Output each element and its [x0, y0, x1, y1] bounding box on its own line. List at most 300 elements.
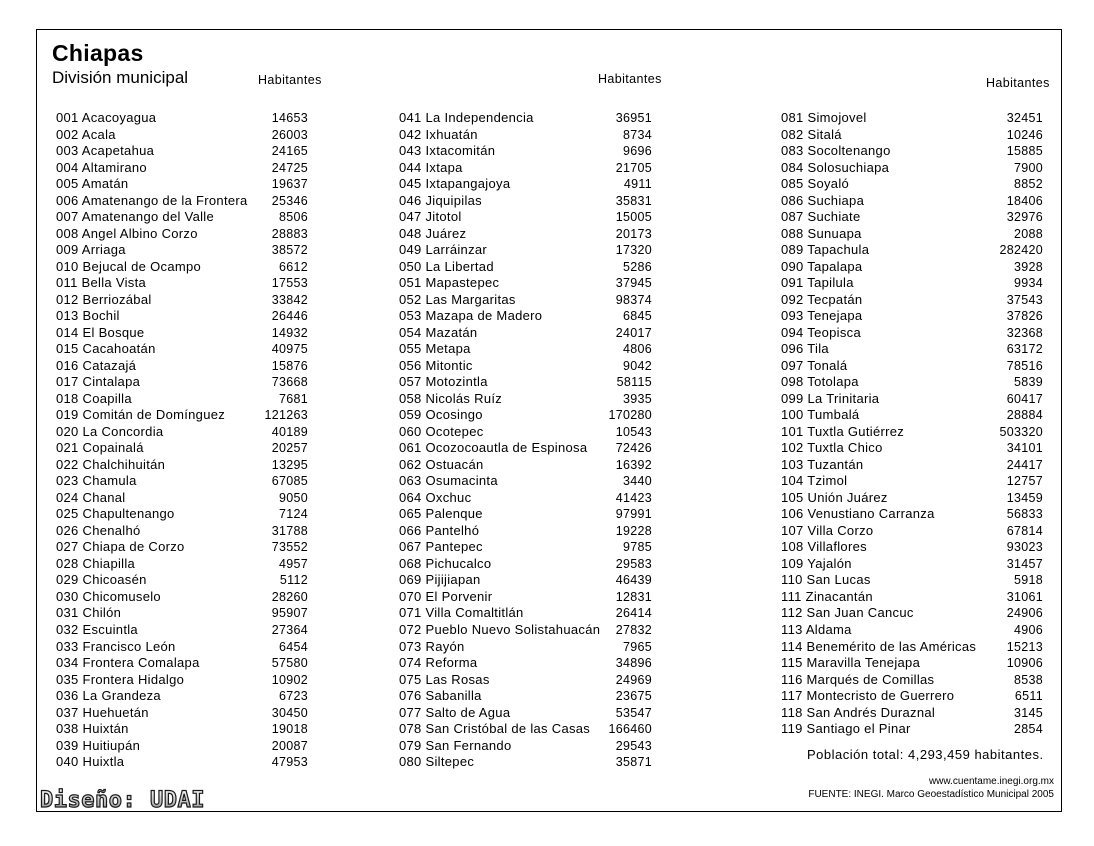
municipality-row [56, 655, 308, 672]
municipality-population: 37945 [615, 276, 652, 291]
municipality-name: 045 Ixtapangajoya [399, 176, 511, 192]
municipality-name: 115 Maravilla Tenejapa [781, 655, 921, 671]
page-title: Chiapas [52, 40, 144, 66]
municipality-population: 27364 [271, 622, 308, 637]
municipality-name: 015 Cacahoatán [56, 341, 156, 357]
municipality-population: 4806 [622, 342, 652, 357]
municipality-row [56, 473, 308, 490]
municipality-row [56, 209, 308, 226]
municipality-population: 36951 [615, 111, 652, 125]
municipality-population: 4911 [623, 177, 652, 192]
municipality-row [399, 127, 652, 144]
municipality-population: 6612 [278, 259, 308, 274]
municipality-row [399, 639, 652, 656]
municipality-population: 166460 [608, 722, 652, 737]
municipality-name: 078 San Cristóbal de las Casas [399, 721, 591, 737]
municipality-row [56, 160, 308, 177]
municipality-name: 030 Chicomuselo [56, 588, 161, 604]
municipality-row [399, 572, 652, 589]
municipality-name: 023 Chamula [56, 473, 137, 489]
municipality-population: 14932 [271, 325, 308, 340]
municipality-name: 040 Huixtla [56, 754, 125, 770]
municipality-row [399, 193, 652, 210]
municipality-name: 114 Benemérito de las Américas [781, 638, 977, 654]
municipality-name: 092 Tecpatán [781, 291, 863, 307]
municipality-row [399, 721, 652, 738]
municipality-row [399, 407, 652, 424]
municipality-population: 121263 [264, 408, 308, 423]
municipality-row [56, 721, 308, 738]
municipality-population: 78516 [1006, 358, 1043, 373]
municipality-column-1 [56, 110, 308, 771]
municipality-population: 27832 [615, 622, 652, 637]
municipality-population: 6454 [278, 639, 308, 654]
municipality-name: 086 Suchiapa [781, 192, 865, 208]
municipality-name: 047 Jitotol [399, 209, 462, 225]
municipality-row [56, 622, 308, 639]
municipality-population: 32976 [1006, 210, 1043, 225]
municipality-row [781, 275, 1043, 292]
municipality-population: 23675 [615, 689, 652, 704]
municipality-name: 072 Pueblo Nuevo Solistahuacán [399, 621, 601, 637]
municipality-row [56, 242, 308, 259]
municipality-row [781, 556, 1043, 573]
municipality-row [56, 391, 308, 408]
municipality-row [56, 110, 308, 127]
municipality-population: 5286 [622, 259, 652, 274]
municipality-population: 24906 [1006, 606, 1043, 621]
municipality-name: 075 Las Rosas [399, 671, 490, 687]
municipality-row [56, 127, 308, 144]
municipality-name: 025 Chapultenango [56, 506, 175, 522]
municipality-row [781, 193, 1043, 210]
municipality-name: 041 La Independencia [399, 110, 534, 125]
municipality-row [781, 143, 1043, 160]
municipality-row [399, 391, 652, 408]
municipality-name: 071 Villa Comaltitlán [399, 605, 524, 621]
municipality-population: 34101 [1006, 441, 1043, 456]
municipality-row [781, 589, 1043, 606]
municipality-population: 9696 [622, 144, 652, 159]
municipality-row [399, 143, 652, 160]
municipality-name: 004 Altamirano [56, 159, 147, 175]
municipality-name: 008 Angel Albino Corzo [56, 225, 198, 241]
municipality-population: 47953 [271, 755, 308, 770]
municipality-name: 087 Suchiate [781, 209, 861, 225]
municipality-population: 20173 [615, 226, 652, 241]
municipality-name: 088 Sunuapa [781, 225, 862, 241]
municipality-row [781, 209, 1043, 226]
municipality-name: 052 Las Margaritas [399, 291, 516, 307]
municipality-name: 022 Chalchihuitán [56, 456, 166, 472]
municipality-row [399, 374, 652, 391]
municipality-row [399, 688, 652, 705]
municipality-row [399, 259, 652, 276]
municipality-name: 061 Ocozocoautla de Espinosa [399, 440, 588, 456]
municipality-name: 062 Ostuacán [399, 456, 484, 472]
municipality-column-2 [399, 110, 652, 771]
municipality-population: 17320 [615, 243, 652, 258]
municipality-row [781, 242, 1043, 259]
municipality-population: 2088 [1013, 226, 1043, 241]
municipality-row [56, 572, 308, 589]
municipality-row [56, 754, 308, 771]
municipality-name: 068 Pichucalco [399, 555, 492, 571]
municipality-name: 060 Ocotepec [399, 423, 484, 439]
municipality-row [56, 292, 308, 309]
municipality-name: 064 Oxchuc [399, 489, 472, 505]
municipality-population: 9934 [1013, 276, 1043, 291]
municipality-population: 28883 [271, 226, 308, 241]
municipality-population: 6723 [278, 689, 308, 704]
municipality-row [781, 160, 1043, 177]
municipality-row [781, 391, 1043, 408]
municipality-name: 079 San Fernando [399, 737, 512, 753]
municipality-name: 081 Simojovel [781, 110, 867, 125]
municipality-name: 003 Acapetahua [56, 143, 155, 159]
municipality-row [399, 738, 652, 755]
municipality-population: 14653 [271, 111, 308, 125]
municipality-name: 001 Acacoyagua [56, 110, 157, 125]
municipality-name: 116 Marqués de Comillas [781, 671, 935, 687]
municipality-population: 3928 [1013, 259, 1043, 274]
municipality-row [781, 292, 1043, 309]
municipality-population: 24969 [615, 672, 652, 687]
municipality-name: 002 Acala [56, 126, 116, 142]
municipality-population: 31061 [1006, 589, 1043, 604]
municipality-name: 016 Catazajá [56, 357, 137, 373]
municipality-name: 006 Amatenango de la Frontera [56, 192, 248, 208]
municipality-name: 049 Larráinzar [399, 242, 488, 258]
municipality-row [781, 457, 1043, 474]
municipality-name: 005 Amatán [56, 176, 129, 192]
municipality-row [399, 209, 652, 226]
municipality-population: 58115 [616, 375, 652, 390]
municipality-row [56, 325, 308, 342]
municipality-population: 10246 [1006, 127, 1043, 142]
municipality-population: 8852 [1013, 177, 1043, 192]
municipality-row [56, 440, 308, 457]
municipality-row [781, 127, 1043, 144]
page-subtitle: División municipal [52, 68, 189, 87]
municipality-row [399, 539, 652, 556]
municipality-row [56, 275, 308, 292]
municipality-name: 046 Jiquipilas [399, 192, 482, 208]
municipality-population: 40975 [271, 342, 308, 357]
municipality-name: 021 Copainalá [56, 440, 144, 456]
municipality-population: 10906 [1006, 656, 1043, 671]
municipality-name: 058 Nicolás Ruíz [399, 390, 503, 406]
municipality-row [56, 424, 308, 441]
municipality-population: 15885 [1006, 144, 1043, 159]
municipality-row [56, 639, 308, 656]
municipality-name: 067 Pantepec [399, 539, 483, 555]
municipality-population: 33842 [271, 292, 308, 307]
municipality-name: 074 Reforma [399, 655, 478, 671]
municipality-name: 094 Teopisca [781, 324, 861, 340]
logo-text: Diseño: UDAI [40, 788, 205, 813]
municipality-name: 055 Metapa [399, 341, 471, 357]
municipality-population: 6845 [622, 309, 652, 324]
municipality-row [781, 672, 1043, 689]
municipality-name: 085 Soyaló [781, 176, 850, 192]
design-logo [38, 784, 238, 814]
municipality-row [399, 605, 652, 622]
municipality-row [56, 341, 308, 358]
municipality-row [56, 539, 308, 556]
municipality-name: 093 Tenejapa [781, 308, 863, 324]
municipality-name: 082 Sitalá [781, 126, 842, 142]
municipality-row [399, 292, 652, 309]
municipality-population: 72426 [615, 441, 652, 456]
municipality-population: 17553 [271, 276, 308, 291]
municipality-population: 5839 [1013, 375, 1043, 390]
municipality-population: 16392 [615, 457, 652, 472]
municipality-row [56, 738, 308, 755]
municipality-name: 101 Tuxtla Gutiérrez [781, 423, 905, 439]
municipality-row [781, 721, 1043, 738]
municipality-row [56, 407, 308, 424]
municipality-name: 029 Chicoasén [56, 572, 147, 588]
municipality-row [56, 506, 308, 523]
municipality-population: 18406 [1006, 193, 1043, 208]
municipality-population: 12757 [1006, 474, 1043, 489]
municipality-name: 103 Tuzantán [781, 456, 864, 472]
municipality-row [56, 259, 308, 276]
municipality-row [56, 176, 308, 193]
municipality-row [781, 341, 1043, 358]
municipality-name: 099 La Trinitaria [781, 390, 880, 406]
municipality-name: 026 Chenalhó [56, 522, 141, 538]
municipality-row [399, 506, 652, 523]
municipality-name: 109 Yajalón [781, 555, 852, 571]
municipality-population: 63172 [1006, 342, 1043, 357]
municipality-name: 056 Mitontic [399, 357, 473, 373]
municipality-name: 108 Villaflores [781, 539, 867, 555]
municipality-row [399, 226, 652, 243]
municipality-name: 100 Tumbalá [781, 407, 860, 423]
municipality-population: 5918 [1013, 573, 1043, 588]
municipality-population: 20257 [271, 441, 308, 456]
municipality-population: 35831 [615, 193, 652, 208]
municipality-row [56, 523, 308, 540]
municipality-population: 8734 [622, 127, 652, 142]
municipality-population: 26003 [271, 127, 308, 142]
municipality-population: 26446 [271, 309, 308, 324]
municipality-name: 118 San Andrés Duraznal [781, 704, 936, 720]
municipality-row [399, 523, 652, 540]
municipality-population: 29543 [615, 738, 652, 753]
municipality-population: 19228 [615, 523, 652, 538]
municipality-population: 57580 [271, 656, 308, 671]
municipality-row [56, 490, 308, 507]
municipality-name: 043 Ixtacomitán [399, 143, 496, 159]
municipality-population: 35871 [615, 755, 652, 770]
municipality-population: 7124 [278, 507, 308, 522]
source-url: www.cuentame.inegi.org.mx [928, 776, 1054, 787]
municipality-population: 95907 [271, 606, 308, 621]
municipality-name: 036 La Grandeza [56, 688, 161, 704]
municipality-name: 053 Mazapa de Madero [399, 308, 543, 324]
municipality-row [56, 193, 308, 210]
municipality-row [399, 176, 652, 193]
municipality-population: 32368 [1006, 325, 1043, 340]
municipality-population: 8538 [1013, 672, 1043, 687]
municipality-population: 32451 [1006, 111, 1043, 125]
municipality-name: 013 Bochil [56, 308, 120, 324]
municipality-name: 102 Tuxtla Chico [781, 440, 883, 456]
municipality-population: 282420 [999, 243, 1043, 258]
municipality-name: 042 Ixhuatán [399, 126, 478, 142]
municipality-row [781, 572, 1043, 589]
municipality-row [781, 259, 1043, 276]
column-header-3: Habitantes [986, 76, 1050, 90]
municipality-row [56, 672, 308, 689]
municipality-population: 53547 [615, 705, 652, 720]
municipality-row [399, 308, 652, 325]
municipality-row [399, 275, 652, 292]
municipality-row [56, 374, 308, 391]
municipality-name: 018 Coapilla [56, 390, 132, 406]
municipality-population: 30450 [271, 705, 308, 720]
municipality-population: 31788 [271, 523, 308, 538]
municipality-row [781, 506, 1043, 523]
municipality-name: 069 Pijijiapan [399, 572, 481, 588]
municipality-population: 31457 [1006, 556, 1043, 571]
municipality-row [56, 688, 308, 705]
municipality-population: 37826 [1006, 309, 1043, 324]
municipality-row [781, 622, 1043, 639]
municipality-row [781, 639, 1043, 656]
municipality-name: 035 Frontera Hidalgo [56, 671, 185, 687]
municipality-row [781, 688, 1043, 705]
municipality-name: 059 Ocosingo [399, 407, 483, 423]
municipality-row [399, 325, 652, 342]
municipality-population: 97991 [615, 507, 652, 522]
municipality-population: 7900 [1013, 160, 1043, 175]
municipality-name: 110 San Lucas [781, 572, 871, 588]
municipality-population: 170280 [608, 408, 652, 423]
municipality-population: 12831 [615, 589, 652, 604]
municipality-row [781, 110, 1043, 127]
municipality-population: 28260 [271, 589, 308, 604]
municipality-population: 29583 [615, 556, 652, 571]
municipality-row [56, 308, 308, 325]
municipality-population: 7681 [278, 391, 308, 406]
municipality-row [781, 374, 1043, 391]
municipality-population: 34896 [615, 656, 652, 671]
municipality-population: 15876 [271, 358, 308, 373]
municipality-name: 057 Motozintla [399, 374, 488, 390]
municipality-population: 19018 [271, 722, 308, 737]
municipality-row [399, 589, 652, 606]
municipality-name: 044 Ixtapa [399, 159, 463, 175]
municipality-name: 032 Escuintla [56, 621, 138, 637]
municipality-name: 019 Comitán de Domínguez [56, 407, 226, 423]
municipality-population: 38572 [271, 243, 308, 258]
municipality-name: 014 El Bosque [56, 324, 145, 340]
municipality-population: 24725 [271, 160, 308, 175]
municipality-name: 098 Totolapa [781, 374, 859, 390]
population-total: Población total: 4,293,459 habitantes. [807, 747, 1044, 762]
municipality-name: 111 Zinacantán [781, 588, 873, 604]
municipality-population: 9050 [278, 490, 308, 505]
municipality-name: 010 Bejucal de Ocampo [56, 258, 202, 274]
municipality-row [399, 160, 652, 177]
municipality-population: 56833 [1006, 507, 1043, 522]
municipality-population: 24017 [615, 325, 652, 340]
municipality-row [781, 226, 1043, 243]
municipality-population: 3145 [1013, 705, 1043, 720]
municipality-name: 037 Huehuetán [56, 704, 149, 720]
municipality-row [781, 176, 1043, 193]
municipality-name: 051 Mapastepec [399, 275, 500, 291]
column-header-2: Habitantes [598, 72, 662, 86]
municipality-row [56, 457, 308, 474]
municipality-population: 40189 [271, 424, 308, 439]
municipality-name: 077 Salto de Agua [399, 704, 511, 720]
municipality-population: 26414 [615, 606, 652, 621]
municipality-population: 6511 [1014, 689, 1043, 704]
municipality-name: 048 Juárez [399, 225, 467, 241]
municipality-row [781, 539, 1043, 556]
municipality-name: 050 La Libertad [399, 258, 494, 274]
municipality-name: 113 Aldama [781, 621, 852, 637]
municipality-name: 054 Mazatán [399, 324, 478, 340]
municipality-name: 119 Santiago el Pinar [781, 721, 911, 737]
municipality-row [399, 424, 652, 441]
municipality-row [781, 440, 1043, 457]
municipality-name: 073 Rayón [399, 638, 465, 654]
municipality-row [399, 622, 652, 639]
municipality-name: 007 Amatenango del Valle [56, 209, 215, 225]
municipality-population: 3935 [622, 391, 652, 406]
municipality-row [399, 358, 652, 375]
municipality-name: 009 Arriaga [56, 242, 126, 258]
municipality-population: 503320 [999, 424, 1043, 439]
municipality-population: 41423 [615, 490, 652, 505]
municipality-name: 105 Unión Juárez [781, 489, 888, 505]
municipality-row [399, 242, 652, 259]
municipality-row [56, 358, 308, 375]
municipality-row [781, 490, 1043, 507]
municipality-population: 15213 [1006, 639, 1043, 654]
municipality-row [399, 672, 652, 689]
municipality-population: 28884 [1006, 408, 1043, 423]
municipality-row [56, 605, 308, 622]
municipality-row [781, 705, 1043, 722]
municipality-name: 027 Chiapa de Corzo [56, 539, 185, 555]
municipality-row [399, 341, 652, 358]
municipality-row [781, 473, 1043, 490]
municipality-population: 21705 [615, 160, 652, 175]
municipality-name: 070 El Porvenir [399, 588, 493, 604]
municipality-name: 076 Sabanilla [399, 688, 482, 704]
municipality-population: 60417 [1006, 391, 1043, 406]
municipality-population: 15005 [615, 210, 652, 225]
municipality-name: 011 Bella Vista [56, 275, 147, 291]
municipality-name: 089 Tapachula [781, 242, 870, 258]
municipality-name: 012 Berriozábal [56, 291, 152, 307]
municipality-name: 033 Francisco León [56, 638, 176, 654]
municipality-column-3 [781, 110, 1043, 738]
municipality-name: 091 Tapilula [781, 275, 854, 291]
municipality-row [56, 705, 308, 722]
municipality-name: 097 Tonalá [781, 357, 848, 373]
municipality-name: 039 Huitiupán [56, 737, 141, 753]
source-note: FUENTE: INEGI. Marco Geoestadístico Municipal 2005 [808, 789, 1054, 800]
municipality-name: 065 Palenque [399, 506, 483, 522]
